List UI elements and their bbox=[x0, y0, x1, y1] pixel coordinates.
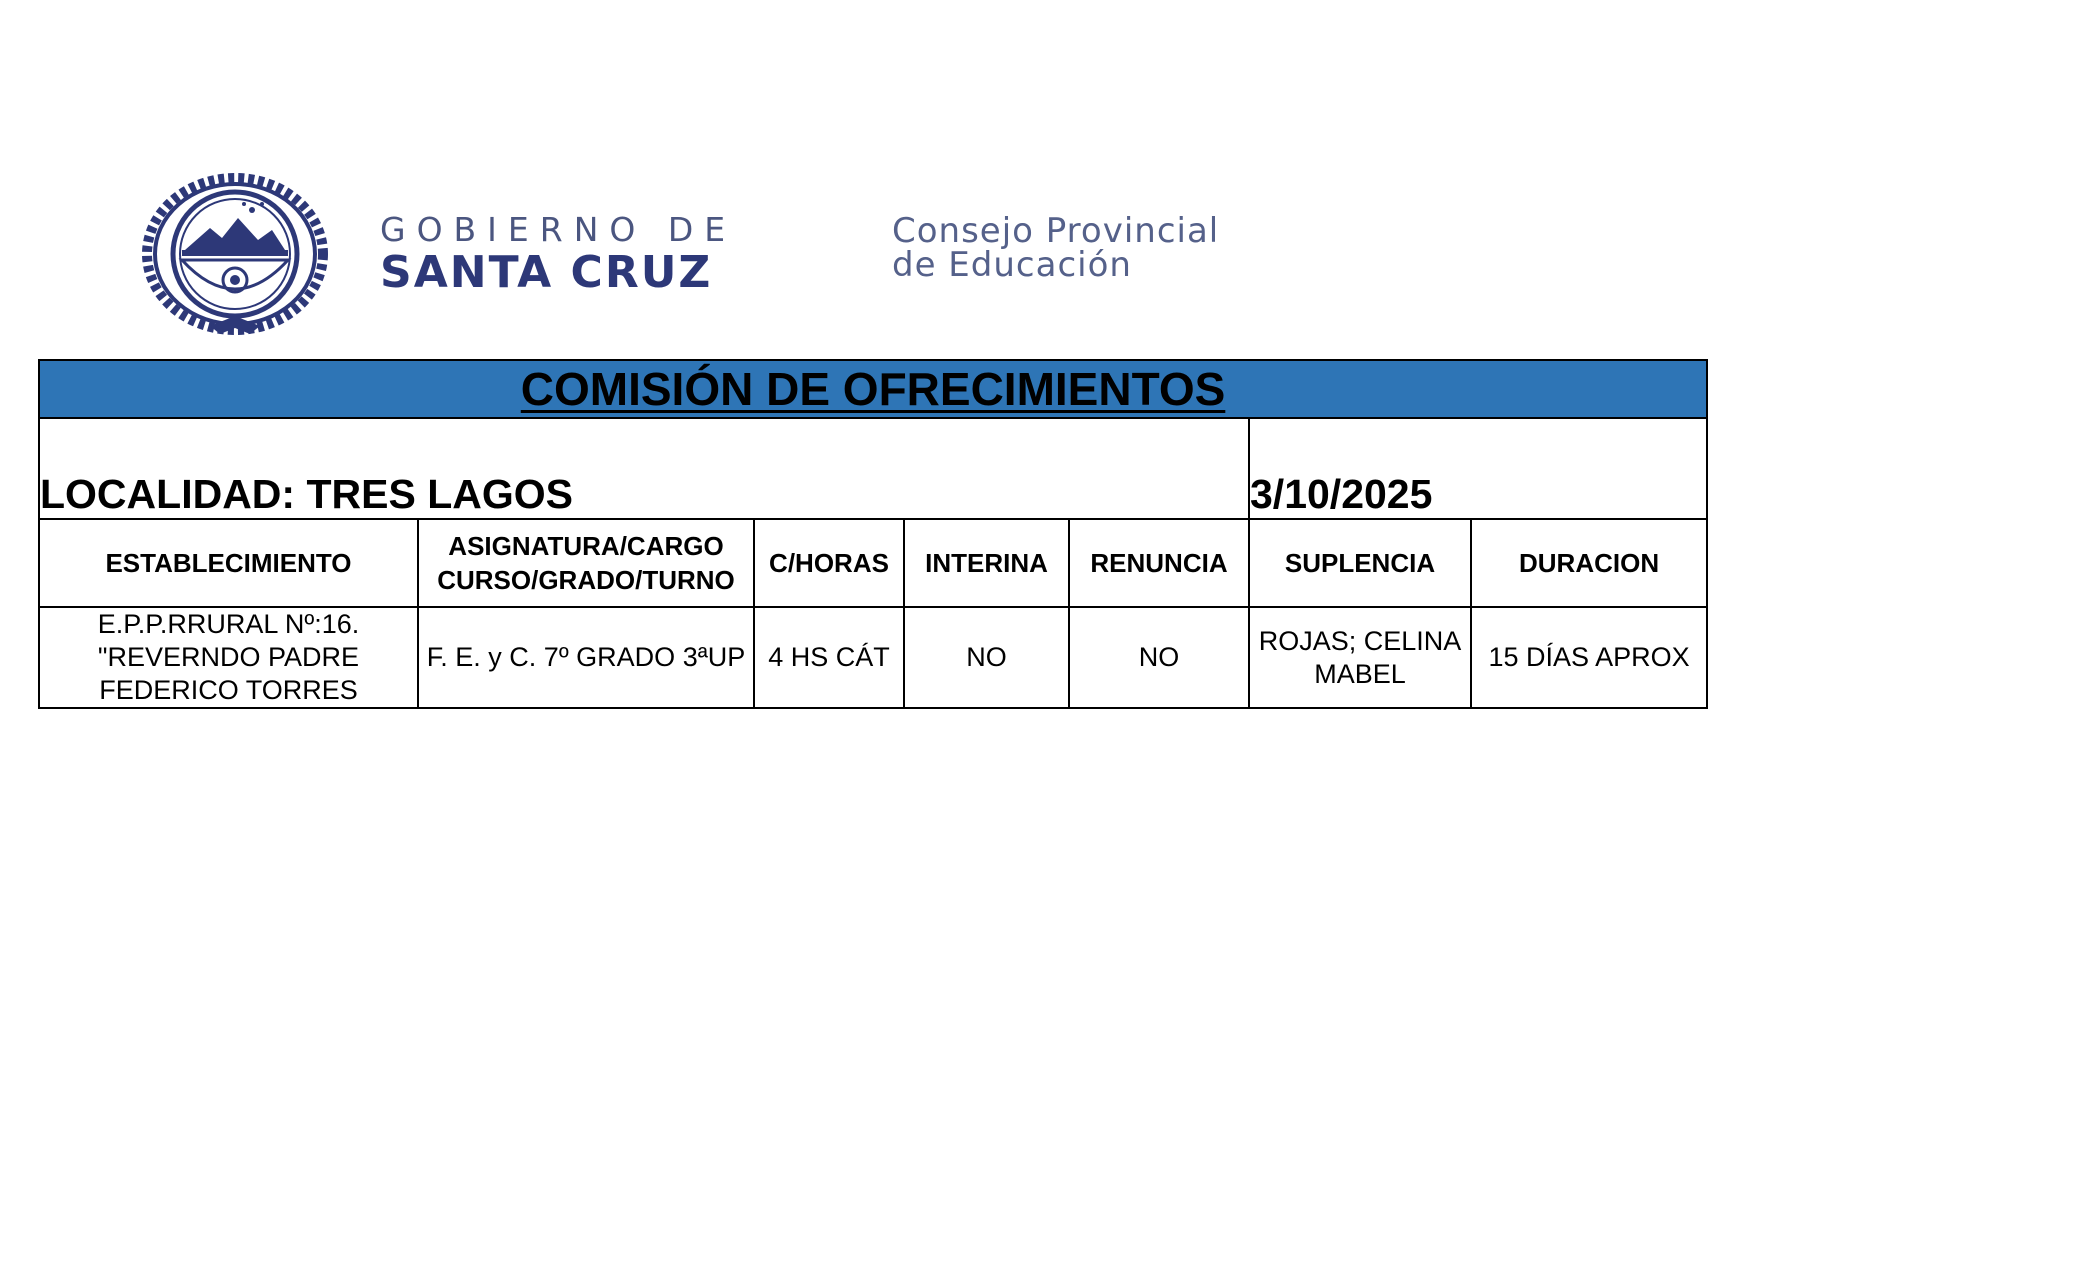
column-header-duracion: DURACION bbox=[1471, 519, 1707, 607]
column-header-asignatura: ASIGNATURA/CARGO CURSO/GRADO/TURNO bbox=[418, 519, 754, 607]
government-line-1: GOBIERNO DE bbox=[380, 210, 737, 249]
date-cell: 3/10/2025 bbox=[1249, 418, 1707, 519]
column-header-interina: INTERINA bbox=[904, 519, 1069, 607]
council-logo-text bbox=[892, 211, 1220, 285]
cell-renuncia: NO bbox=[1069, 607, 1249, 708]
sheet-title: COMISIÓN DE OFRECIMIENTOS bbox=[520, 363, 1226, 415]
locality-cell: LOCALIDAD: TRES LAGOS bbox=[39, 418, 1249, 519]
cell-duracion: 15 DÍAS APROX bbox=[1471, 607, 1707, 708]
cell-asignatura: F. E. y C. 7º GRADO 3ªUP bbox=[418, 607, 754, 708]
government-logo-text bbox=[380, 210, 736, 296]
offerings-table bbox=[38, 359, 1708, 709]
column-header-suplencia: SUPLENCIA bbox=[1249, 519, 1471, 607]
cell-horas: 4 HS CÁT bbox=[754, 607, 904, 708]
offerings-sheet bbox=[38, 359, 1706, 709]
provincial-seal-icon bbox=[140, 168, 330, 336]
title-row bbox=[39, 360, 1707, 418]
locality-row bbox=[39, 418, 1707, 519]
cell-suplencia: ROJAS; CELINA MABEL bbox=[1249, 607, 1471, 708]
column-header-establecimiento: ESTABLECIMIENTO bbox=[39, 519, 418, 607]
council-line-1: Consejo Provincial bbox=[892, 211, 1220, 251]
column-header-horas: C/HORAS bbox=[754, 519, 904, 607]
document-header bbox=[0, 0, 2100, 360]
column-header-row bbox=[39, 519, 1707, 607]
table-row bbox=[39, 607, 1707, 708]
cell-interina: NO bbox=[904, 607, 1069, 708]
council-line-2: de Educación bbox=[892, 245, 1132, 285]
cell-establecimiento: E.P.P.RRURAL Nº:16. "REVERNDO PADRE FEDERICO TORRES bbox=[39, 607, 418, 708]
government-line-2: SANTA CRUZ bbox=[380, 247, 713, 298]
title-cell bbox=[39, 360, 1707, 418]
column-header-renuncia: RENUNCIA bbox=[1069, 519, 1249, 607]
